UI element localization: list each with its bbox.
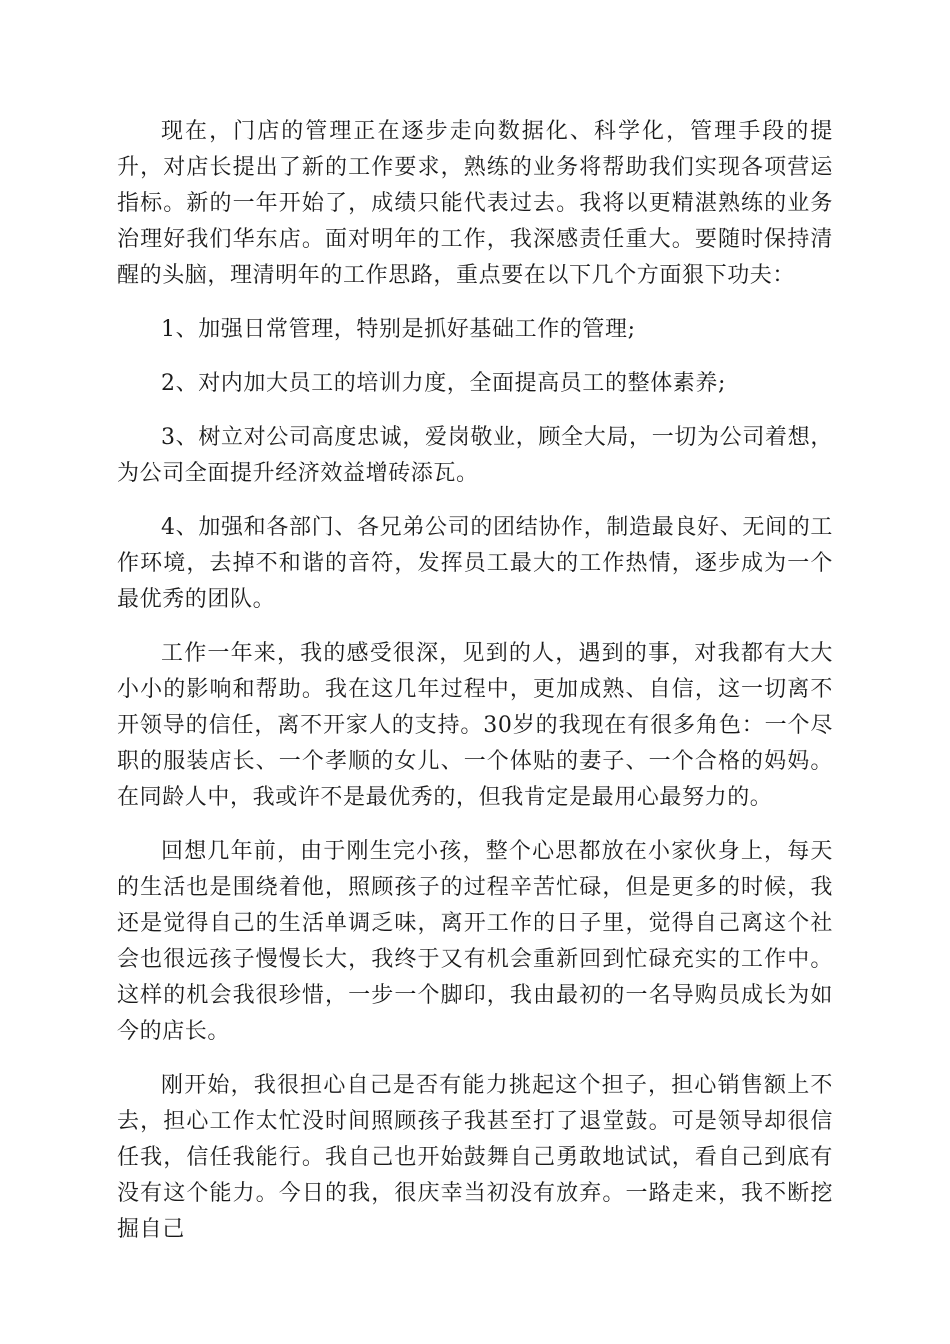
paragraph-gap: [117, 492, 833, 510]
list-item-3: 3、树立对公司高度忠诚，爱岗敬业，顾全大局，一切为公司着想，为公司全面提升经济效益增砖添瓦。: [117, 425, 833, 486]
paragraph-gap: [117, 348, 833, 366]
paragraph-reflection: 工作一年来，我的感受很深，见到的人，遇到的事，对我都有大大小小的影响和帮助。我在这几年过程中，更加成熟、自信，这一切离不开领导的信任，离不开家人的支持。30岁的我现在有很多角色：一个尽职的服装店长、一个孝顺的女儿、一个体贴的妻子、一个合格的妈妈。在同龄人中，我或许不是最优秀的，但我肯定是最用心最努力的。: [117, 641, 833, 810]
paragraph-gap: [117, 402, 833, 420]
document-body: [117, 114, 833, 1248]
paragraph-gap: [117, 618, 833, 636]
paragraph-beginning: 刚开始，我很担心自己是否有能力挑起这个担子，担心销售额上不去，担心工作太忙没时间照顾孩子我甚至打了退堂鼓。可是领导却很信任我，信任我能行。我自己也开始鼓舞自己勇敢地试试，看自己到底有没有这个能力。今日的我，很庆幸当初没有放弃。一路走来，我不断挖掘自己: [117, 1073, 833, 1242]
list-item-1: 1、加强日常管理，特别是抓好基础工作的管理;: [161, 317, 636, 342]
paragraph-gap: [117, 294, 833, 312]
list-item-4: 4、加强和各部门、各兄弟公司的团结协作，制造最良好、无间的工作环境，去掉不和谐的音符，发挥员工最大的工作热情，逐步成为一个最优秀的团队。: [117, 515, 833, 612]
paragraph-recollection: 回想几年前，由于刚生完小孩，整个心思都放在小家伙身上，每天的生活也是围绕着他，照顾孩子的过程辛苦忙碌，但是更多的时候，我还是觉得自己的生活单调乏味，离开工作的日子里，觉得自己离这个社会也很远孩子慢慢长大，我终于又有机会重新回到忙碌充实的工作中。这样的机会我很珍惜，一步一个脚印，我由最初的一名导购员成长为如今的店长。: [117, 839, 833, 1044]
paragraph-gap: [117, 816, 833, 834]
paragraph-gap: [117, 1050, 833, 1068]
list-item-2: 2、对内加大员工的培训力度，全面提高员工的整体素养;: [161, 371, 727, 396]
paragraph-intro: 现在，门店的管理正在逐步走向数据化、科学化，管理手段的提升，对店长提出了新的工作要求，熟练的业务将帮助我们实现各项营运指标。新的一年开始了，成绩只能代表过去。我将以更精湛熟练的业务治理好我们华东店。面对明年的工作，我深感责任重大。要随时保持清醒的头脑，理清明年的工作思路，重点要在以下几个方面狠下功夫：: [117, 119, 833, 288]
